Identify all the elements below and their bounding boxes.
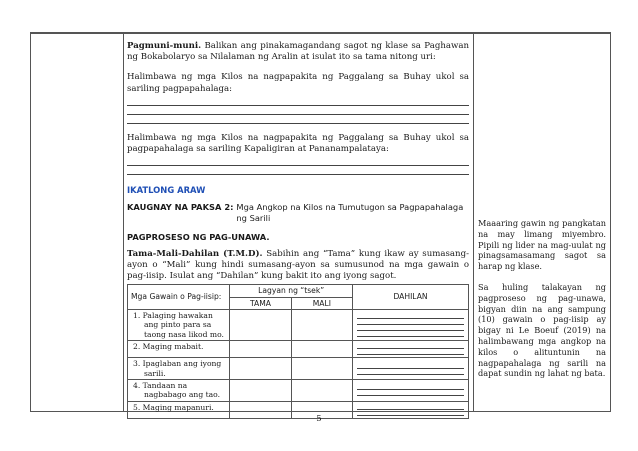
header-mali: MALI (291, 297, 352, 309)
related-topic (127, 202, 469, 224)
reason-cell[interactable] (353, 358, 469, 380)
tama-checkbox-cell[interactable] (230, 310, 291, 341)
answer-lines-sarili[interactable] (127, 98, 469, 124)
prompt-kapaligiran: Halimbawa ng mga Kilos na nagpapakita ng Paggalang sa Buhay ukol sa pagpapahalaga sa sariling Kapaligiran at Pananampalataya: (127, 132, 469, 155)
tama-checkbox-cell[interactable] (230, 341, 291, 358)
prompt-sarili: Halimbawa ng mga Kilos na nagpapakita ng Paggalang sa Buhay ukol sa sariling pagpapahalaga: (127, 72, 469, 94)
activity-cell: 5. Maging mapanuri. (128, 401, 230, 418)
activity-cell: 1. Palaging hawakan ang pinto para sa taong nasa likod mo. (128, 310, 230, 341)
pagmunimuni-label: Pagmuni-muni. (127, 41, 202, 51)
teacher-notes-column (478, 218, 606, 389)
pagmunimuni-text: Balikan ang pinakamagandang sagot ng klase sa Paghawan ng Bokabolaryo sa Nilalaman ng Aralin at isulat ito sa tama nitong uri: (127, 41, 469, 63)
tmd-table (127, 284, 469, 419)
answer-line[interactable] (127, 167, 469, 175)
reason-cell[interactable] (353, 341, 469, 358)
answer-line[interactable] (127, 116, 469, 124)
column-divider-right (473, 33, 474, 411)
tama-checkbox-cell[interactable] (230, 380, 291, 402)
lesson-plan-table (30, 32, 611, 412)
day-heading: IKATLONG ARAW (127, 185, 206, 196)
header-dahilan: DAHILAN (353, 285, 469, 310)
reason-cell[interactable] (353, 310, 469, 341)
tmd-text: Sabihin ang “Tama” kung ikaw ay sumasang-ayon o “Mali” kung hindi sumasang-ayon sa sumusunod na mga gawain o pag-iisip. Isulat ang “Dahilan” kung bakit ito ang iyong sagot. (127, 248, 469, 282)
header-gawain: Mga Gawain o Pag-iisip: (128, 285, 230, 310)
mali-checkbox-cell[interactable] (291, 310, 352, 341)
table-row (128, 358, 469, 380)
pagmunimuni-paragraph (127, 41, 469, 63)
tmd-instructions (127, 249, 469, 283)
activity-cell: 4. Tandaan na nagbabago ang tao. (128, 380, 230, 402)
table-top-border (31, 33, 610, 34)
answer-line[interactable] (127, 158, 469, 166)
related-topic-value: Mga Angkop na Kilos na Tumutugon sa Pagpapahalaga ng Sarili (236, 202, 464, 224)
table-row (128, 380, 469, 402)
lesson-content-column (127, 41, 469, 419)
table-row (128, 341, 469, 358)
header-lagyan: Lagyan ng “tsek” (230, 285, 353, 297)
activity-cell: 3. Ipaglaban ang iyong sarili. (128, 358, 230, 380)
answer-lines-kapaligiran[interactable] (127, 158, 469, 175)
activity-cell: 2. Maging mabait. (128, 341, 230, 358)
answer-line[interactable] (127, 107, 469, 115)
notes-paragraph-1: Maaaring gawin ng pangkatan na may limang miyembro. Pipili ng lider na mag-uulat ng pinagsamasamang sagot sa harap ng klase. (478, 218, 606, 272)
mali-checkbox-cell[interactable] (291, 380, 352, 402)
processing-title: PAGPROSESO NG PAG-UNAWA. (127, 232, 270, 243)
mali-checkbox-cell[interactable] (291, 358, 352, 380)
page-number: 5 (316, 414, 322, 424)
reason-cell[interactable] (353, 380, 469, 402)
notes-paragraph-2: Sa huling talakayan ng pagproseso ng pag-unawa, bigyan diin na ang sampung (10) gawain o pag-iisip ay bigay ni Le Boeuf (2019) na halimbawang mga angkop na kilos o alituntunin na nagpapahalaga ng sarili na dapat sundin ng lahat ng bata. (478, 281, 606, 379)
column-divider-left (123, 33, 124, 411)
mali-checkbox-cell[interactable] (291, 341, 352, 358)
tama-checkbox-cell[interactable] (230, 358, 291, 380)
answer-line[interactable] (127, 98, 469, 106)
related-topic-label: KAUGNAY NA PAKSA 2: (127, 202, 234, 213)
table-row (128, 310, 469, 341)
tmd-label: Tama-Mali-Dahilan (T.M.D). (127, 248, 263, 259)
header-tama: TAMA (230, 297, 291, 309)
